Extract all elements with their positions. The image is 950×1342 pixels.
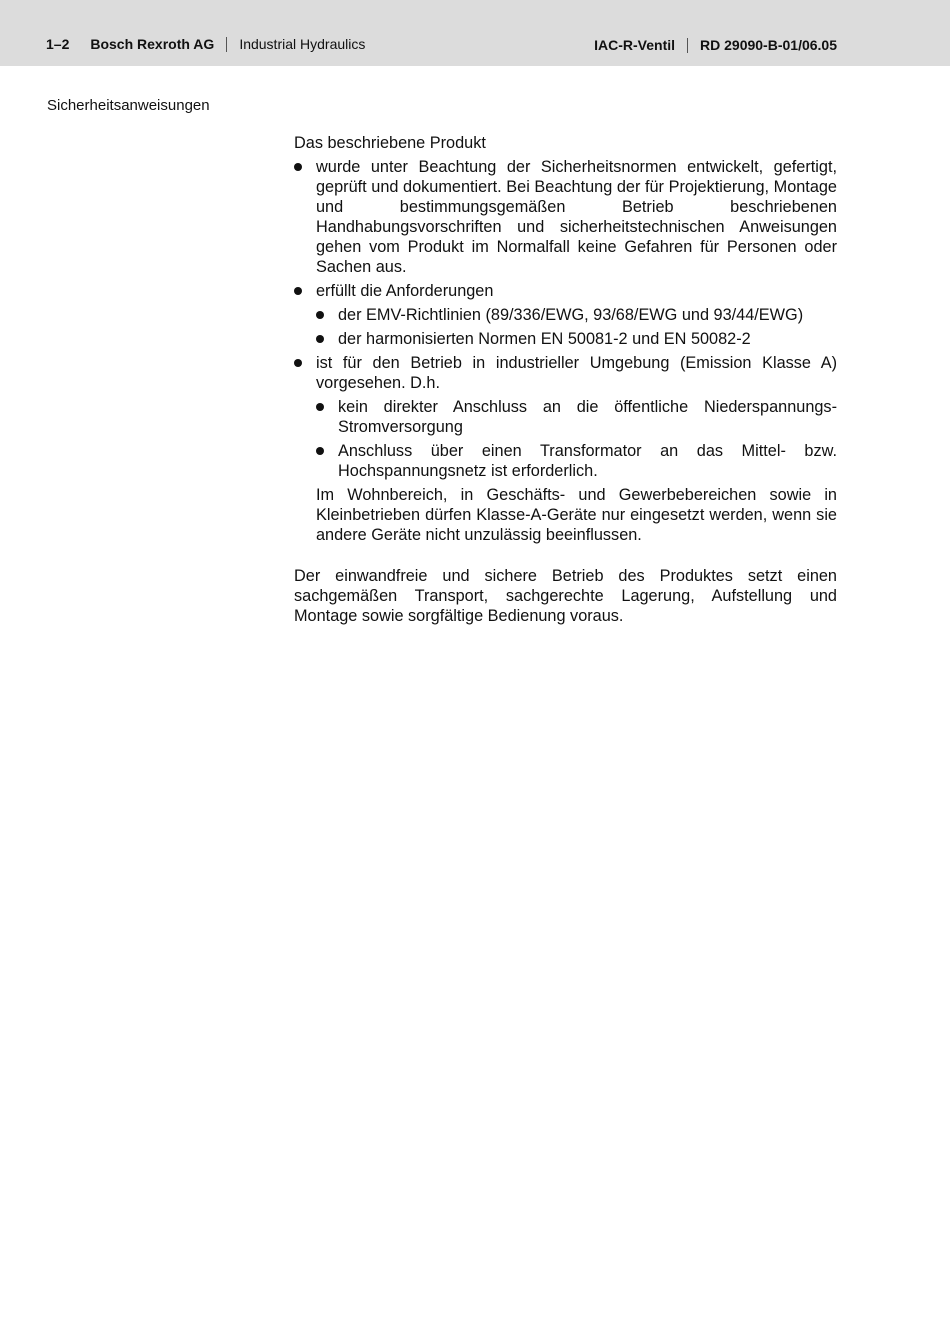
bullet-icon bbox=[316, 447, 324, 455]
list-item bbox=[294, 157, 837, 277]
product-name: IAC-R-Ventil bbox=[594, 37, 676, 53]
bullet-icon bbox=[294, 287, 302, 295]
intro-text: Das beschriebene Produkt bbox=[294, 134, 486, 152]
document-id: RD 29090-B-01/06.05 bbox=[700, 37, 837, 53]
division-name: Industrial Hydraulics bbox=[239, 36, 366, 52]
body-text bbox=[294, 133, 837, 626]
page-header bbox=[0, 0, 950, 66]
sub-list-item-text: kein direkter Anschluss an die öffentliche Niederspannungs-Stromversorgung bbox=[338, 398, 837, 436]
header-separator bbox=[687, 38, 688, 53]
bullet-icon bbox=[294, 359, 302, 367]
list-item-text: ist für den Betrieb in industrieller Umgebung (Emission Klasse A) vorgesehen. D.h. bbox=[316, 354, 837, 392]
bullet-icon bbox=[294, 163, 302, 171]
bullet-icon bbox=[316, 335, 324, 343]
bullet-icon bbox=[316, 311, 324, 319]
bullet-list bbox=[294, 157, 837, 545]
sub-list-item-text: Anschluss über einen Transformator an das Mittel- bzw. Hochspannungsnetz ist erforderlich. bbox=[338, 442, 837, 480]
sub-list-item bbox=[316, 397, 837, 437]
sub-bullet-list bbox=[316, 397, 837, 481]
header-right bbox=[594, 36, 837, 54]
sub-bullet-list bbox=[316, 305, 837, 349]
list-item bbox=[294, 281, 837, 349]
header-separator bbox=[226, 37, 227, 52]
sub-list-item-text: der harmonisierten Normen EN 50081-2 und EN 50082-2 bbox=[338, 330, 751, 348]
header-left bbox=[46, 35, 365, 53]
sub-list-item bbox=[316, 305, 837, 325]
list-item-text: erfüllt die Anforderungen bbox=[316, 282, 494, 300]
sub-list-item bbox=[316, 441, 837, 481]
sub-list-item-text: der EMV-Richtlinien (89/336/EWG, 93/68/EWG und 93/44/EWG) bbox=[338, 306, 804, 324]
page-number: 1–2 bbox=[46, 36, 70, 52]
section-heading: Sicherheitsanweisungen bbox=[47, 97, 210, 114]
list-item bbox=[294, 353, 837, 545]
class-a-note: Im Wohnbereich, in Geschäfts- und Gewerbebereichen sowie in Kleinbetrieben dürfen Klasse-A-Geräte nur eingesetzt werden, wenn sie andere Geräte nicht unzulässig beeinflussen. bbox=[316, 486, 837, 544]
closing-paragraph: Der einwandfreie und sichere Betrieb des Produktes setzt einen sachgemäßen Transport, sachgerechte Lagerung, Aufstellung und Montage sowie sorgfältige Bedienung voraus. bbox=[294, 567, 837, 625]
list-item-text: wurde unter Beachtung der Sicherheitsnormen entwickelt, gefertigt, geprüft und dokumentiert. Bei Beachtung der für Projektierung, Montage und bestimmungsgemäßen Betrieb beschriebenen Handhabungsvorschriften und sicherheitstechnischen Anweisungen gehen vom Produkt im Normalfall keine Gefahren für Personen oder Sachen aus. bbox=[316, 158, 837, 276]
sub-list-item bbox=[316, 329, 837, 349]
company-name: Bosch Rexroth AG bbox=[90, 36, 215, 52]
bullet-icon bbox=[316, 403, 324, 411]
